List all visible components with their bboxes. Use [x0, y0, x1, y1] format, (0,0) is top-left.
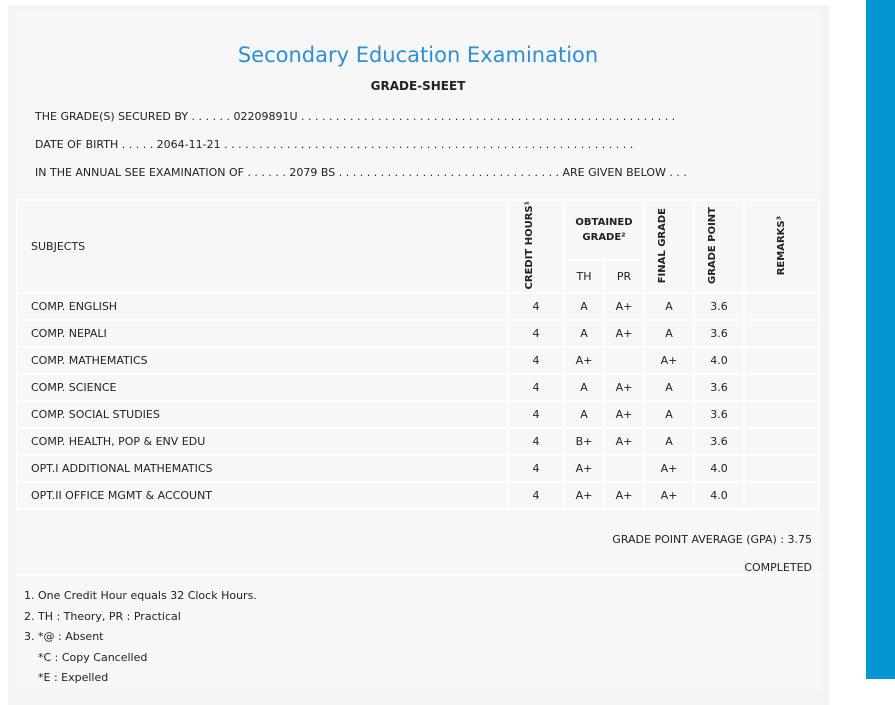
- subject-cell: COMP. ENGLISH: [17, 293, 508, 320]
- th-cell: A+: [564, 482, 604, 509]
- footnotes: [16, 576, 820, 689]
- final-cell: A: [644, 374, 694, 401]
- page-title: Secondary Education Examination: [237, 43, 599, 67]
- credit-cell: 4: [508, 401, 564, 428]
- remarks-header: REMARKS³: [776, 215, 787, 275]
- grade-sheet-heading: GRADE-SHEET: [370, 79, 466, 93]
- final-cell: A+: [644, 347, 694, 374]
- pr-cell: [604, 347, 644, 374]
- th-header: TH: [564, 260, 604, 294]
- exam-line: IN THE ANNUAL SEE EXAMINATION OF . . . . . . 2079 BS . . . . . . . . . . . . . . . . . . . . . . . . . . . . . . . . ARE GIVEN BELOW . . .: [35, 166, 687, 179]
- footnote: 2. TH : Theory, PR : Practical: [24, 609, 181, 623]
- table-row: [17, 455, 819, 482]
- final-cell: A: [644, 320, 694, 347]
- subject-cell: OPT.II OFFICE MGMT & ACCOUNT: [17, 482, 508, 509]
- table-row: [17, 374, 819, 401]
- th-cell: A: [564, 320, 604, 347]
- credit-hours-header: CREDIT HOURS¹: [524, 201, 535, 290]
- subject-cell: COMP. MATHEMATICS: [17, 347, 508, 374]
- remarks-cell: [744, 347, 819, 374]
- point-cell: 3.6: [694, 428, 744, 455]
- table-row: [17, 401, 819, 428]
- th-cell: A: [564, 374, 604, 401]
- subjects-header: SUBJECTS: [17, 200, 508, 293]
- point-cell: 4.0: [694, 455, 744, 482]
- credit-cell: 4: [508, 347, 564, 374]
- remarks-cell: [744, 401, 819, 428]
- credit-cell: 4: [508, 320, 564, 347]
- credit-cell: 4: [508, 455, 564, 482]
- subject-cell: COMP. SOCIAL STUDIES: [17, 401, 508, 428]
- remarks-cell: [744, 482, 819, 509]
- pr-cell: A+: [604, 320, 644, 347]
- final-cell: A: [644, 428, 694, 455]
- point-cell: 4.0: [694, 482, 744, 509]
- th-cell: A+: [564, 347, 604, 374]
- result-status: COMPLETED: [744, 561, 812, 575]
- grades-table: [16, 199, 820, 510]
- gpa-value: GRADE POINT AVERAGE (GPA) : 3.75: [612, 533, 812, 547]
- subject-cell: OPT.I ADDITIONAL MATHEMATICS: [17, 455, 508, 482]
- table-row: [17, 482, 819, 509]
- final-cell: A+: [644, 482, 694, 509]
- final-cell: A: [644, 293, 694, 320]
- final-grade-header: FINAL GRADE: [657, 207, 668, 283]
- pr-cell: A+: [604, 374, 644, 401]
- pr-header: PR: [604, 260, 644, 294]
- final-cell: A+: [644, 455, 694, 482]
- point-cell: 3.6: [694, 401, 744, 428]
- table-row: [17, 428, 819, 455]
- credit-cell: 4: [508, 374, 564, 401]
- th-cell: B+: [564, 428, 604, 455]
- th-cell: A+: [564, 455, 604, 482]
- pr-cell: [604, 455, 644, 482]
- remarks-cell: [744, 374, 819, 401]
- point-cell: 3.6: [694, 320, 744, 347]
- final-cell: A: [644, 401, 694, 428]
- pr-cell: A+: [604, 293, 644, 320]
- th-cell: A: [564, 293, 604, 320]
- point-cell: 3.6: [694, 374, 744, 401]
- footnote: 3. *@ : Absent: [24, 630, 104, 644]
- subject-cell: COMP. SCIENCE: [17, 374, 508, 401]
- pr-cell: A+: [604, 428, 644, 455]
- credit-cell: 4: [508, 428, 564, 455]
- grade-sheet: [8, 5, 829, 705]
- remarks-cell: [744, 293, 819, 320]
- gpa-section: [16, 510, 820, 576]
- pr-cell: A+: [604, 401, 644, 428]
- th-cell: A: [564, 401, 604, 428]
- point-cell: 3.6: [694, 293, 744, 320]
- dob-line: DATE OF BIRTH . . . . . 2064-11-21 . . . . . . . . . . . . . . . . . . . . . . . . . . . . . . . . . . . . . . . . . . . . . . . . . . . . . . . . . . .: [35, 138, 634, 151]
- credit-cell: 4: [508, 293, 564, 320]
- remarks-cell: [744, 428, 819, 455]
- table-row: [17, 320, 819, 347]
- remarks-cell: [744, 455, 819, 482]
- point-cell: 4.0: [694, 347, 744, 374]
- obtained-grade-header: OBTAINED GRADE²: [564, 200, 644, 260]
- footnote: *E : Expelled: [38, 671, 109, 685]
- grade-point-header: GRADE POINT: [707, 206, 718, 284]
- secured-by-line: THE GRADE(S) SECURED BY . . . . . . 02209891U . . . . . . . . . . . . . . . . . . . . . . . . . . . . . . . . . . . . . . . . . . . . . . . . . . . . . .: [35, 110, 676, 123]
- table-row: [17, 347, 819, 374]
- credit-cell: 4: [508, 482, 564, 509]
- footnote: 1. One Credit Hour equals 32 Clock Hours.: [24, 589, 257, 603]
- remarks-cell: [744, 320, 819, 347]
- subject-cell: COMP. NEPALI: [17, 320, 508, 347]
- pr-cell: A+: [604, 482, 644, 509]
- subject-cell: COMP. HEALTH, POP & ENV EDU: [17, 428, 508, 455]
- table-row: [17, 293, 819, 320]
- footnote: *C : Copy Cancelled: [38, 650, 148, 664]
- side-scroll-panel: [866, 0, 895, 679]
